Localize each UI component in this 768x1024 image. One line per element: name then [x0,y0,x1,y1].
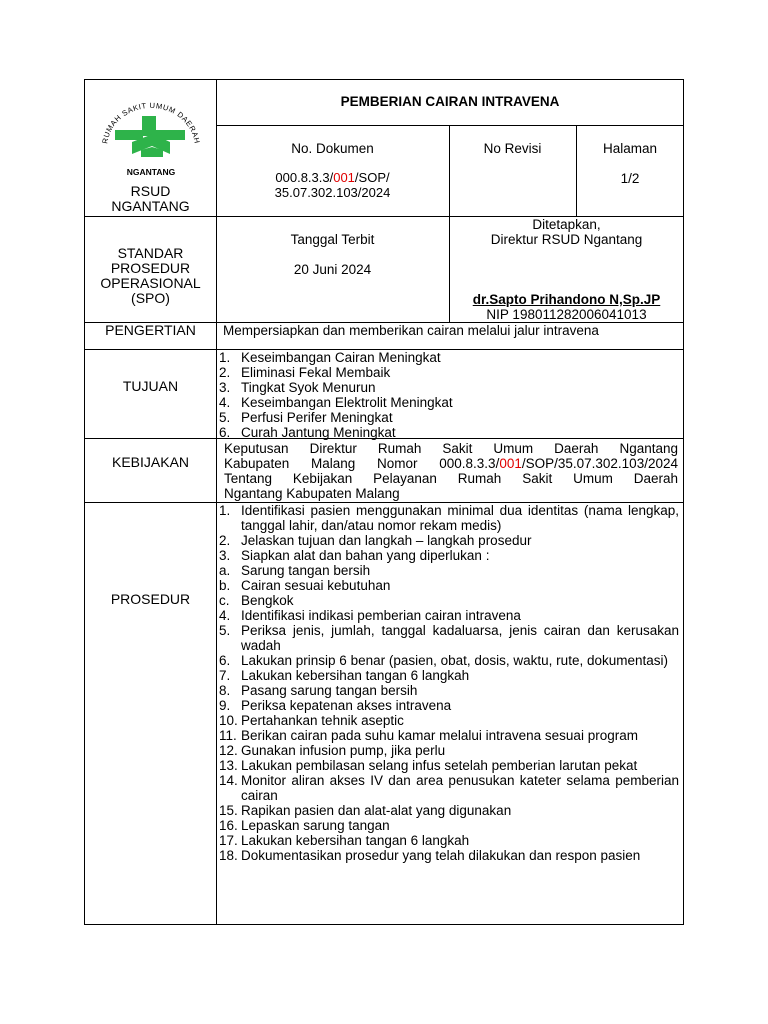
spo-label [85,246,216,306]
hospital-name-line2: NGANTANG [111,198,190,214]
tujuan-list [216,350,684,440]
kebijakan-line2a: Kabupaten Malang Nomor 000.8.3.3/ [224,456,500,471]
prosedur-item [216,773,679,803]
logo-name: NGANTANG [126,167,176,177]
direktur-label: Direktur RSUD Ngantang [490,232,643,247]
prosedur-item-text: Pasang sarung tangan bersih [241,683,418,698]
prosedur-item [216,653,679,668]
prosedur-item-text: Periksa jenis, jumlah, tanggal kadaluarsa, jenis cairan dan kerusakan wadah [241,623,679,653]
prosedur-item-text: Cairan sesuai kebutuhan [241,578,391,593]
prosedur-item [216,833,679,848]
tujuan-item [216,395,684,410]
no-dokumen-line2: 35.07.302.103/2024 [274,185,391,200]
prosedur-item-number: b. [219,578,231,593]
prosedur-item-text: Rapikan pasien dan alat-alat yang digunakan [241,803,512,818]
prosedur-item [216,503,679,533]
tujuan-item [216,350,684,365]
tujuan-item-text: Keseimbangan Cairan Meningkat [241,350,441,365]
prosedur-item-number: 9. [219,698,231,713]
prosedur-item-text: Identifikasi indikasi pemberian cairan intravena [241,608,521,623]
prosedur-item-number: 3. [219,548,231,563]
prosedur-item-number: 12. [219,743,238,758]
prosedur-item [216,713,679,728]
spo-line2: PROSEDUR [110,260,191,276]
prosedur-item-number: c. [219,593,230,608]
prosedur-item-number: a. [219,563,231,578]
kebijakan-text [224,441,678,501]
kebijakan-line4: Ngantang Kabupaten Malang [224,486,400,501]
prosedur-item-text: Berikan cairan pada suhu kamar melalui intravena sesuai program [241,728,638,743]
prosedur-item-text: Gunakan infusion pump, jika perlu [241,743,446,758]
prosedur-item [216,698,679,713]
prosedur-item-text: Monitor aliran akses IV dan area penusukan kateter selama pemberian cairan [241,773,679,803]
cross-icon [115,116,185,157]
prosedur-item-number: 10. [219,713,238,728]
ditetapkan-block [449,217,684,247]
no-dokumen-part2: /SOP/ [354,170,390,185]
prosedur-item [216,548,679,563]
prosedur-item [216,728,679,743]
kebijakan-label: KEBIJAKAN [111,454,190,470]
kebijakan-line3: Tentang Kebijakan Pelayanan Rumah Sakit Umum Daerah [224,471,678,486]
no-dokumen-value [216,170,449,200]
pengertian-label: PENGERTIAN [105,322,196,338]
tujuan-item [216,365,684,380]
prosedur-item [216,743,679,758]
spo-line4: (SPO) [131,290,170,306]
prosedur-item-text: Lakukan kebersihan tangan 6 langkah [241,668,470,683]
document-title: PEMBERIAN CAIRAN INTRAVENA [340,94,560,109]
tanggal-terbit-value: 20 Juni 2024 [293,262,372,277]
prosedur-item-text: Lakukan kebersihan tangan 6 langkah [241,833,470,848]
prosedur-item-number: 7. [219,668,231,683]
prosedur-item-number: 13. [219,758,238,773]
prosedur-item-text: Lakukan pembilasan selang infus setelah pemberian larutan pekat [241,758,638,773]
tujuan-item-text: Keseimbangan Elektrolit Meningkat [241,395,453,410]
tujuan-item-number: 1. [219,350,231,365]
prosedur-item-text: Lepaskan sarung tangan [241,818,390,833]
prosedur-item-number: 8. [219,683,231,698]
tujuan-item-text: Perfusi Perifer Meningkat [241,410,393,425]
hospital-name [85,184,216,214]
tujuan-item [216,425,684,440]
prosedur-item-text: Identifikasi pasien menggunakan minimal dua identitas (nama lengkap, tanggal lahir, dan/atau nomor rekam medis) [241,503,679,533]
prosedur-item [216,848,679,863]
pengertian-text: Mempersiapkan dan memberikan cairan melalui jalur intravena [223,323,599,338]
kebijakan-line1: Keputusan Direktur Rumah Sakit Umum Daerah Ngantang [224,441,678,456]
prosedur-item-number: 18. [219,848,238,863]
ditetapkan-label: Ditetapkan, [532,217,601,232]
prosedur-item-number: 1. [219,503,231,518]
prosedur-label: PROSEDUR [110,591,191,607]
tujuan-item-text: Tingkat Syok Menurun [241,380,376,395]
signer-nip: NIP 198011282006041013 [486,307,647,322]
tujuan-item-number: 4. [219,395,231,410]
tujuan-item [216,380,684,395]
prosedur-item [216,563,679,578]
prosedur-item [216,803,679,818]
tujuan-item-text: Eliminasi Fekal Membaik [241,365,391,380]
tujuan-item-text: Curah Jantung Meningkat [241,425,396,440]
prosedur-item-text: Jelaskan tujuan dan langkah – langkah prosedur [241,533,532,548]
tujuan-item-number: 5. [219,410,231,425]
no-dokumen-part1: 000.8.3.3/ [275,170,334,185]
tujuan-item-number: 3. [219,380,231,395]
halaman-value: 1/2 [620,171,640,186]
kebijakan-line2b: /SOP/35.07.302.103/2024 [521,456,678,471]
prosedur-item-text: Lakukan prinsip 6 benar (pasien, obat, dosis, waktu, rute, dokumentasi) [241,653,668,668]
prosedur-item-text: Bengkok [241,593,294,608]
prosedur-item [216,818,679,833]
tanggal-terbit-label: Tanggal Terbit [290,232,375,247]
prosedur-item [216,623,679,653]
spo-line3: OPERASIONAL [100,275,201,291]
prosedur-item [216,608,679,623]
hospital-name-line1: RSUD [130,183,171,199]
prosedur-item [216,533,679,548]
tujuan-item-number: 2. [219,365,231,380]
prosedur-item-number: 11. [219,728,237,743]
tujuan-item-number: 6. [219,425,231,440]
signer-name: dr.Sapto Prihandono N,Sp.JP [472,292,661,307]
logo-arc-text: RUMAH SAKIT UMUM DAERAH [100,102,202,145]
prosedur-item-number: 2. [219,533,231,548]
tujuan-label: TUJUAN [122,378,179,394]
prosedur-item [216,758,679,773]
prosedur-item-number: 15. [219,803,238,818]
hospital-logo [97,102,205,180]
logo-cell [85,80,216,216]
no-dokumen-red: 001 [333,170,355,185]
prosedur-item [216,593,679,608]
no-dokumen-label: No. Dokumen [291,141,374,156]
prosedur-item-number: 4. [219,608,231,623]
prosedur-item-number: 14. [219,773,238,788]
prosedur-list [216,503,679,863]
prosedur-item-text: Sarung tangan bersih [241,563,371,578]
prosedur-item-number: 6. [219,653,231,668]
prosedur-item-number: 17. [219,833,238,848]
spo-line1: STANDAR [117,245,184,261]
prosedur-item-text: Siapkan alat dan bahan yang diperlukan : [241,548,490,563]
prosedur-item [216,668,679,683]
prosedur-item-number: 5. [219,623,231,638]
prosedur-item [216,578,679,593]
prosedur-item-text: Pertahankan tehnik aseptic [241,713,404,728]
row-divider [216,125,684,126]
prosedur-item [216,683,679,698]
sop-document [84,79,684,925]
no-revisi-label: No Revisi [483,141,542,156]
kebijakan-line2 [224,456,678,471]
tujuan-item [216,410,684,425]
prosedur-item-text: Periksa kepatenan akses intravena [241,698,452,713]
prosedur-item-number: 16. [219,818,238,833]
halaman-label: Halaman [602,141,658,156]
prosedur-item-text: Dokumentasikan prosedur yang telah dilakukan dan respon pasien [241,848,641,863]
kebijakan-line2-red: 001 [499,456,522,471]
